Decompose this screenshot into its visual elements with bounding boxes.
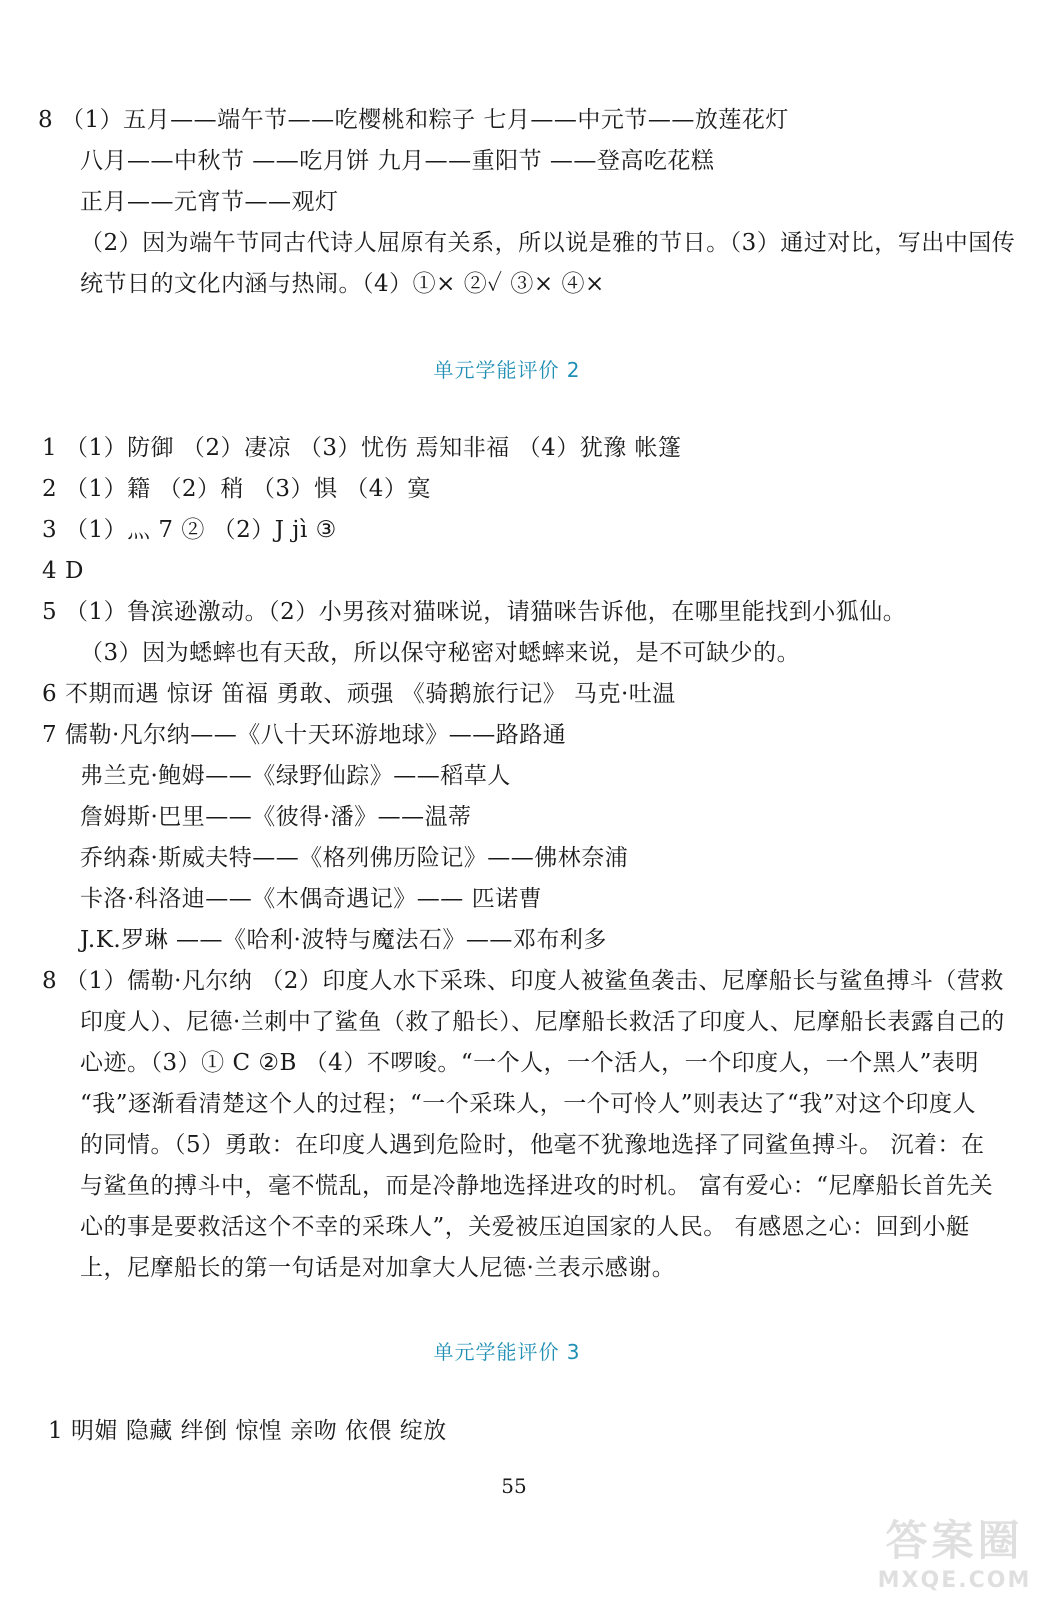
page-number: 55 [501,1474,527,1498]
section-heading-2: 单元学能评价 2 [433,358,581,382]
answer-8b-line-6: 与鲨鱼的搏斗中，毫不慌乱，而是冷静地选择进攻的时机。 富有爱心：“尼摩船长首先关 [80,1173,994,1199]
answer-8-line-3: 正月——元宵节——观灯 [80,189,339,215]
answer-8b-line-7: 心的事是要救活这个不幸的采珠人”，关爱被压迫国家的人民。 有感恩之心：回到小艇 [80,1214,970,1240]
answer-5-line-1: 5 （1）鲁滨逊激动。（2）小男孩对猫咪说，请猫咪告诉他，在哪里能找到小狐仙。 [42,599,907,625]
section-heading-3: 单元学能评价 3 [433,1340,581,1364]
watermark-site-text: MXQE.COM [877,1568,1032,1593]
answer-4: 4 D [42,558,84,584]
watermark-logo [867,1508,1042,1593]
answer-3: 3 （1）灬 7 ② （2）J jì ③ [42,517,337,543]
answer-7-line-1: 7 儒勒·凡尔纳——《八十天环游地球》——路路通 [42,722,567,748]
answer-8b-line-5: 的同情。（5）勇敢：在印度人遇到危险时，他毫不犹豫地选择了同鲨鱼搏斗。 沉着：在 [80,1132,985,1158]
answer-6: 6 不期而遇 惊讶 笛福 勇敢、顽强 《骑鹅旅行记》 马克·吐温 [42,681,676,707]
answer-8b-line-1: 8 （1）儒勒·凡尔纳 （2）印度人水下采珠、印度人被鲨鱼袭击、尼摩船长与鲨鱼搏斗（营救 [42,968,1004,994]
answer-8b-line-4: “我”逐渐看清楚这个人的过程；“一个采珠人，一个可怜人”则表达了“我”对这个印度人 [80,1091,977,1117]
answer-7-line-6: J.K.罗琳 ——《哈利·波特与魔法石》——邓布利多 [80,927,607,953]
answer-8b-line-8: 上，尼摩船长的第一句话是对加拿大人尼德·兰表示感谢。 [80,1255,676,1281]
watermark-logo-text: 答案圈 [885,1516,1024,1565]
answer-3-1: 1 明媚 隐藏 绊倒 惊惶 亲吻 依偎 绽放 [48,1418,447,1444]
answer-8-line-5: 统节日的文化内涵与热闹。（4）①× ②✓ ③× ④× [80,271,605,297]
answer-8b-line-3: 心迹。（3）① C ②B （4）不啰唆。“一个人，一个活人，一个印度人，一个黑人”表明 [80,1050,979,1076]
answer-7-line-3: 詹姆斯·巴里——《彼得·潘》——温蒂 [80,804,472,830]
answer-7-line-4: 乔纳森·斯威夫特——《格列佛历险记》——佛林奈浦 [80,845,629,871]
answer-8-line-2: 八月——中秋节 ——吃月饼 九月——重阳节 ——登高吃花糕 [80,148,715,174]
answer-5-line-2: （3）因为蟋蟀也有天敌，所以保守秘密对蟋蟀来说，是不可缺少的。 [80,640,801,666]
answer-8-line-4: （2）因为端午节同古代诗人屈原有关系，所以说是雅的节日。（3）通过对比，写出中国传 [80,230,1016,256]
answer-8b-line-2: 印度人）、尼德·兰刺中了鲨鱼（救了船长）、尼摩船长救活了印度人、尼摩船长表露自己的 [80,1009,1005,1035]
answer-8-line-1: 8 （1）五月——端午节——吃樱桃和粽子 七月——中元节——放莲花灯 [38,107,789,133]
answer-1: 1 （1）防御 （2）凄凉 （3）忧伤 焉知非福 （4）犹豫 帐篷 [42,435,682,461]
answer-2: 2 （1）籍 （2）稍 （3）惧 （4）寞 [42,476,431,502]
answer-7-line-2: 弗兰克·鲍姆——《绿野仙踪》——稻草人 [80,763,511,789]
answer-7-line-5: 卡洛·科洛迪——《木偶奇遇记》—— 匹诺曹 [80,886,543,912]
